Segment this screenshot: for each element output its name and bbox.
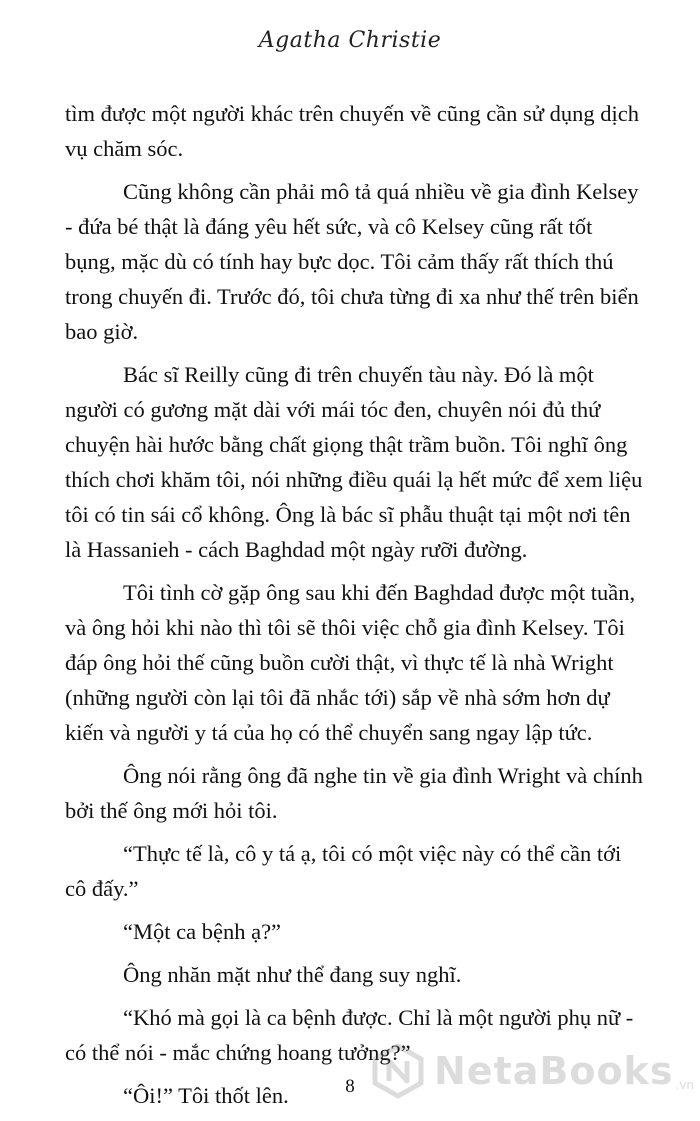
dialogue-paragraph: “Khó mà gọi là ca bệnh được. Chỉ là một người phụ nữ - có thể nói - mắc chứng hoang tưởng?”	[65, 1005, 634, 1065]
paragraph: Tôi tình cờ gặp ông sau khi đến Baghdad được một tuần, và ông hỏi khi nào thì tôi sẽ thôi việc chỗ gia đình Kelsey. Tôi đáp ông hỏi thế cũng buồn cười thật, vì thực tế là nhà Wright (những người còn lại tôi đã nhắc tới) sắp về nhà sớm hơn dự kiến và người y tá của họ có thể chuyển sang ngay lập tức.	[65, 580, 636, 745]
paragraph: Ông nhăn mặt như thể đang suy nghĩ.	[123, 962, 462, 987]
paragraph: Ông nói rằng ông đã nghe tin về gia đình Wright và chính bởi thế ông mới hỏi tôi.	[65, 763, 643, 823]
watermark-suffix: .vn	[675, 1078, 694, 1092]
paragraph-continuation: tìm được một người khác trên chuyến về cũng cần sử dụng dịch vụ chăm sóc.	[65, 101, 639, 161]
dialogue-paragraph: “Thực tế là, cô y tá ạ, tôi có một việc này có thể cần tới cô đấy.”	[65, 841, 622, 901]
dialogue-paragraph: “Ôi!” Tôi thốt lên.	[123, 1083, 289, 1108]
watermark	[370, 1036, 700, 1106]
page-body	[65, 96, 645, 1121]
paragraph: Bác sĩ Reilly cũng đi trên chuyến tàu này. Đó là một người có gương mặt dài với mái tóc đen, chuyên nói đủ thứ chuyện hài hước bằng chất giọng thật trầm buồn. Tôi nghĩ ông thích chơi khăm tôi, nói những điều quái lạ hết mức để xem liệu tôi có tin sái cổ không. Ông là bác sĩ phẫu thuật tại một nơi tên là Hassanieh - cách Baghdad một ngày rưỡi đường.	[65, 362, 643, 562]
dialogue-paragraph: “Một ca bệnh ạ?”	[123, 919, 282, 944]
netabooks-logo-icon	[370, 1043, 426, 1099]
page-number: 8	[345, 1076, 355, 1097]
paragraph: Cũng không cần phải mô tả quá nhiều về gia đình Kelsey - đứa bé thật là đáng yêu hết sức, và cô Kelsey cũng rất tốt bụng, mặc dù có tính hay bực dọc. Tôi cảm thấy rất thích thú trong chuyến đi. Trước đó, tôi chưa từng đi xa như thế trên biển bao giờ.	[65, 179, 639, 344]
running-header-author: Agatha Christie	[258, 28, 442, 53]
watermark-brand: NetaBooks	[434, 1049, 674, 1093]
